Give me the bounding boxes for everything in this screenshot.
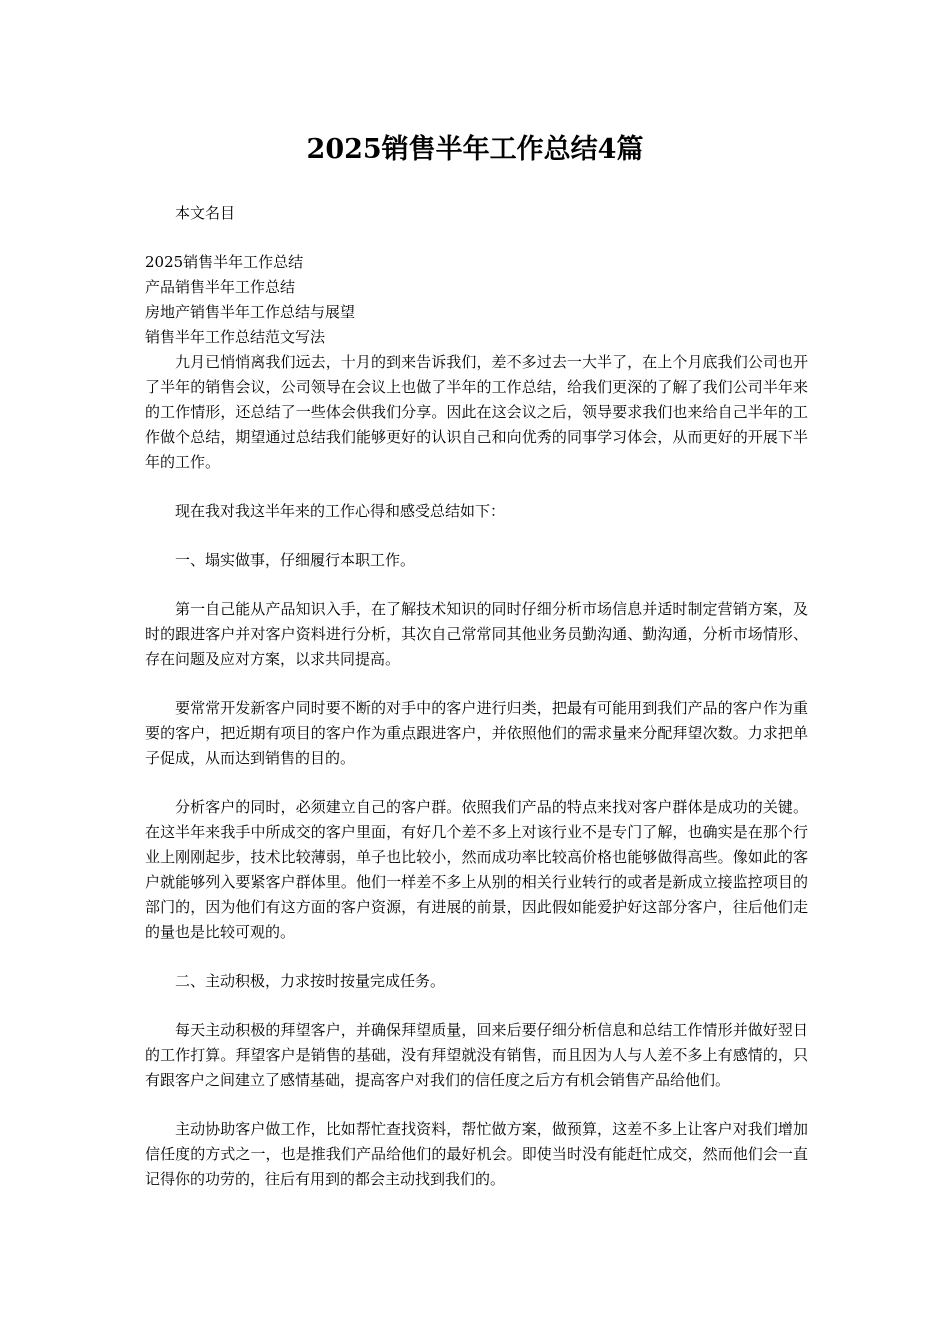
spacer <box>145 475 808 499</box>
spacer <box>145 994 808 1018</box>
spacer <box>145 771 808 795</box>
spacer <box>145 945 808 969</box>
spacer <box>145 672 808 696</box>
section-heading: 一、塌实做事，仔细履行本职工作。 <box>175 551 416 569</box>
body-paragraph: 主动协助客户做工作，比如帮忙查找资料，帮忙做方案，做预算，这差不多上让客户对我们增加信任度的方式之一，也是推我们产品给他们的最好机会。即使当时没有能赶忙成交，然而他们会一直记得你的功劳的，往后有用到的都会主动找到我们的。 <box>145 1120 808 1188</box>
body-paragraph: 九月已悄悄离我们远去，十月的到来告诉我们，差不多过去一大半了，在上个月底我们公司也开了半年的销售会议，公司领导在会议上也做了半年的工作总结，给我们更深的了解了我们公司半年来的工作情形，还总结了一些体会供我们分享。因此在这会议之后，领导要求我们也来给自己半年的工作做个总结，期望通过总结我们能够更好的认识自己和向优秀的同事学习体会，从而更好的开展下半年的工作。 <box>145 353 808 471</box>
spacer <box>145 573 808 597</box>
toc-item: 房地产销售半年工作总结与展望 <box>145 303 356 321</box>
document-title: 2025销售半年工作总结4篇 <box>306 134 644 165</box>
body-paragraph: 要常常开发新客户同时要不断的对手中的客户进行归类，把最有可能用到我们产品的客户作为重要的客户，把近期有项目的客户作为重点跟进客户，并依照他们的需求量来分配拜望次数。力求把单子促成，从而达到销售的目的。 <box>145 699 808 767</box>
spacer <box>145 226 808 250</box>
document-body <box>145 201 808 1192</box>
toc-heading: 本文名目 <box>175 204 236 222</box>
spacer <box>145 524 808 548</box>
toc-item: 产品销售半年工作总结 <box>145 278 296 296</box>
section-heading: 二、主动积极，力求按时按量完成任务。 <box>175 972 446 990</box>
body-paragraph: 每天主动积极的拜望客户，并确保拜望质量，回来后要仔细分析信息和总结工作情形并做好翌日的工作打算。拜望客户是销售的基础，没有拜望就没有销售，而且因为人与人差不多上有感情的，只有跟客户之间建立了感情基础，提高客户对我们的信任度之后方有机会销售产品给他们。 <box>145 1021 808 1089</box>
body-paragraph: 现在我对我这半年来的工作心得和感受总结如下： <box>175 502 506 520</box>
spacer <box>145 1093 808 1117</box>
toc-item: 2025销售半年工作总结 <box>145 253 304 271</box>
toc-item: 销售半年工作总结范文写法 <box>145 328 326 346</box>
body-paragraph: 分析客户的同时，必须建立自己的客户群。依照我们产品的特点来找对客户群体是成功的关键。在这半年来我手中所成交的客户里面，有好几个差不多上对该行业不是专门了解，也确实是在那个行业上刚刚起步，技术比较薄弱，单子也比较小，然而成功率比较高价格也能够做得高些。像如此的客户就能够列入要紧客户群体里。他们一样差不多上从别的相关行业转行的或者是新成立接监控项目的部门的，因为他们有这方面的客户资源，有进展的前景，因此假如能爱护好这部分客户，往后他们走的量也是比较可观的。 <box>145 798 808 941</box>
body-paragraph: 第一自己能从产品知识入手，在了解技术知识的同时仔细分析市场信息并适时制定营销方案，及时的跟进客户并对客户资料进行分析，其次自己常常同其他业务员勤沟通、勤沟通，分析市场情形、存在问题及应对方案，以求共同提高。 <box>145 600 808 668</box>
